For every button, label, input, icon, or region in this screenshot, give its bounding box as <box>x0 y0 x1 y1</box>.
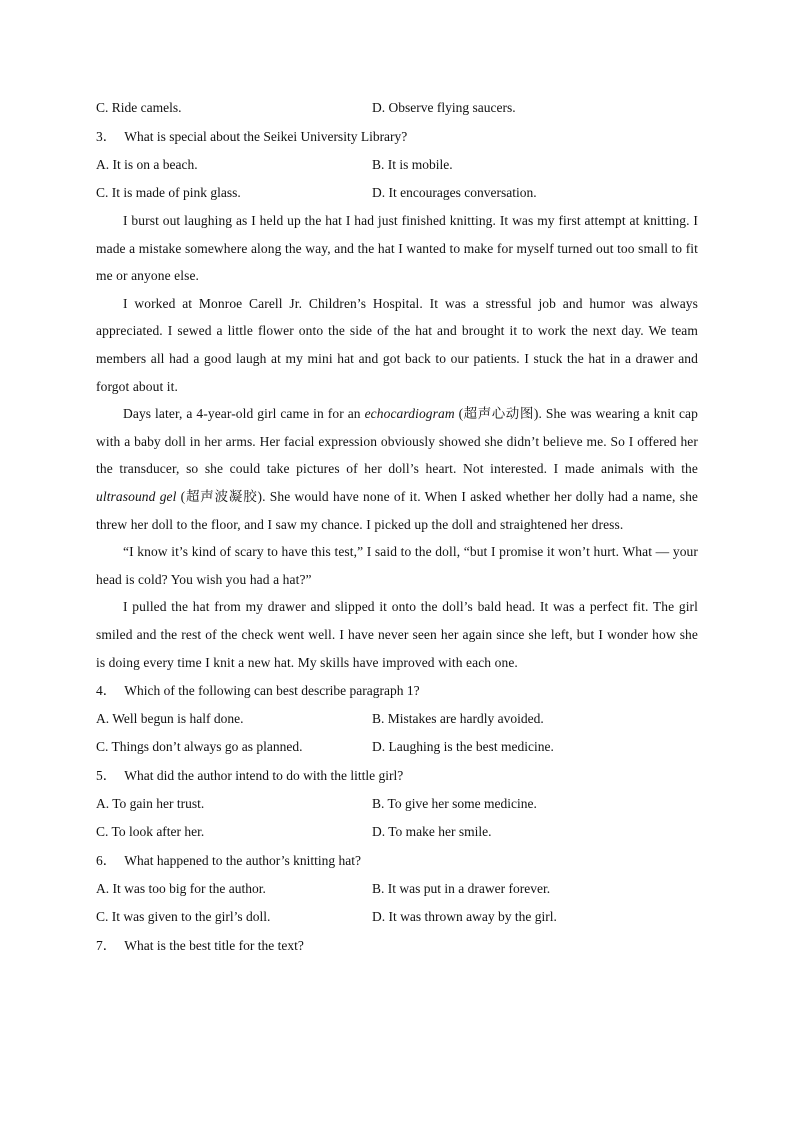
q4-option-c: C. Things don’t always go as planned. <box>96 739 303 755</box>
question-7-text: What is the best title for the text? <box>124 938 304 954</box>
q2-options-row-2 <box>96 94 698 122</box>
question-4-number: 4． <box>96 683 117 699</box>
question-6-text: What happened to the author’s knitting hat? <box>124 853 361 869</box>
q5-option-b: B. To give her some medicine. <box>372 796 537 812</box>
q3-option-a: A. It is on a beach. <box>96 157 198 172</box>
q6-option-d: D. It was thrown away by the girl. <box>372 909 557 925</box>
q3-options-row-1 <box>96 151 698 179</box>
q2-option-d: D. Observe flying saucers. <box>372 100 516 115</box>
q6-option-b: B. It was put in a drawer forever. <box>372 881 551 897</box>
passage-paragraph-3 <box>96 400 698 538</box>
question-6-number: 6． <box>96 853 117 869</box>
passage-paragraph-4: “I know it’s kind of scary to have this test,” I said to the doll, “but I promise it won’t hurt. What — your head is cold? You wish you had a hat?” <box>96 544 698 587</box>
question-5-text: What did the author intend to do with the little girl? <box>124 768 404 784</box>
term-echocardiogram: echocardiogram <box>364 406 455 422</box>
question-6 <box>96 846 698 875</box>
q6-options-row-2 <box>96 903 698 931</box>
q5-option-a: A. To gain her trust. <box>96 796 205 812</box>
q5-option-d: D. To make her smile. <box>372 824 492 840</box>
exam-page <box>96 94 698 960</box>
term-ultrasound-gel: ultrasound gel <box>96 488 177 504</box>
q4-options-row-2 <box>96 733 698 761</box>
q4-option-d: D. Laughing is the best medicine. <box>372 739 554 755</box>
question-5 <box>96 761 698 790</box>
passage-paragraph-2: I worked at Monroe Carell Jr. Children’s Hospital. It was a stressful job and humor was always appreciated. I sewed a little flower onto the side of the hat and brought it to work the next day. We team members all had a good laugh at my mini hat and got back to our patients. I stuck the hat in a drawer and forgot about it. <box>96 295 698 394</box>
question-4 <box>96 676 698 705</box>
q6-option-a: A. It was too big for the author. <box>96 881 266 897</box>
paragraph-3-part-2: (超声心动图). She was wearing a knit cap with a baby doll in her arms. Her facial expression obviously showed she didn’t believe me. So I offered her the transducer, so she could take pictures of her doll’s heart. Not interested. I made animals with the <box>96 406 698 477</box>
q4-option-b: B. Mistakes are hardly avoided. <box>372 711 544 727</box>
passage-paragraph-5: I pulled the hat from my drawer and slipped it onto the doll’s bald head. It was a perfect fit. The girl smiled and the rest of the check went well. I have never seen her again since she left, but I wonder how she is doing every time I knit a new hat. My skills have improved with each one. <box>96 599 698 670</box>
question-7-number: 7． <box>96 938 117 954</box>
q3-option-c: C. It is made of pink glass. <box>96 185 241 200</box>
question-3 <box>96 122 698 151</box>
q4-options-row-1 <box>96 705 698 733</box>
q5-option-c: C. To look after her. <box>96 824 205 840</box>
paragraph-3-part-3: (超声波凝胶). She would have none of it. When I asked whether her dolly had a name, she threw her doll to the floor, and I saw my chance. I picked up the doll and straightened her dress. <box>96 488 699 532</box>
q4-option-a: A. Well begun is half done. <box>96 711 244 727</box>
q3-option-d: D. It encourages conversation. <box>372 185 537 200</box>
q2-option-c: C. Ride camels. <box>96 100 182 115</box>
q6-option-c: C. It was given to the girl’s doll. <box>96 909 271 925</box>
q6-options-row-1 <box>96 875 698 903</box>
question-7 <box>96 931 698 960</box>
question-5-number: 5． <box>96 768 117 784</box>
q3-option-b: B. It is mobile. <box>372 157 453 172</box>
q5-options-row-2 <box>96 818 698 846</box>
question-3-text: What is special about the Seikei University Library? <box>124 129 408 144</box>
passage-paragraph-1: I burst out laughing as I held up the hat I had just finished knitting. It was my first attempt at knitting. I made a mistake somewhere along the way, and the hat I wanted to make for myself turned out too small to fit me or anyone else. <box>96 213 698 284</box>
question-4-text: Which of the following can best describe paragraph 1? <box>124 683 420 699</box>
q3-options-row-2 <box>96 179 698 207</box>
question-3-number: 3． <box>96 129 117 144</box>
paragraph-3-part-1: Days later, a 4-year-old girl came in for an <box>123 406 365 422</box>
reading-passage <box>96 207 698 676</box>
q5-options-row-1 <box>96 790 698 818</box>
